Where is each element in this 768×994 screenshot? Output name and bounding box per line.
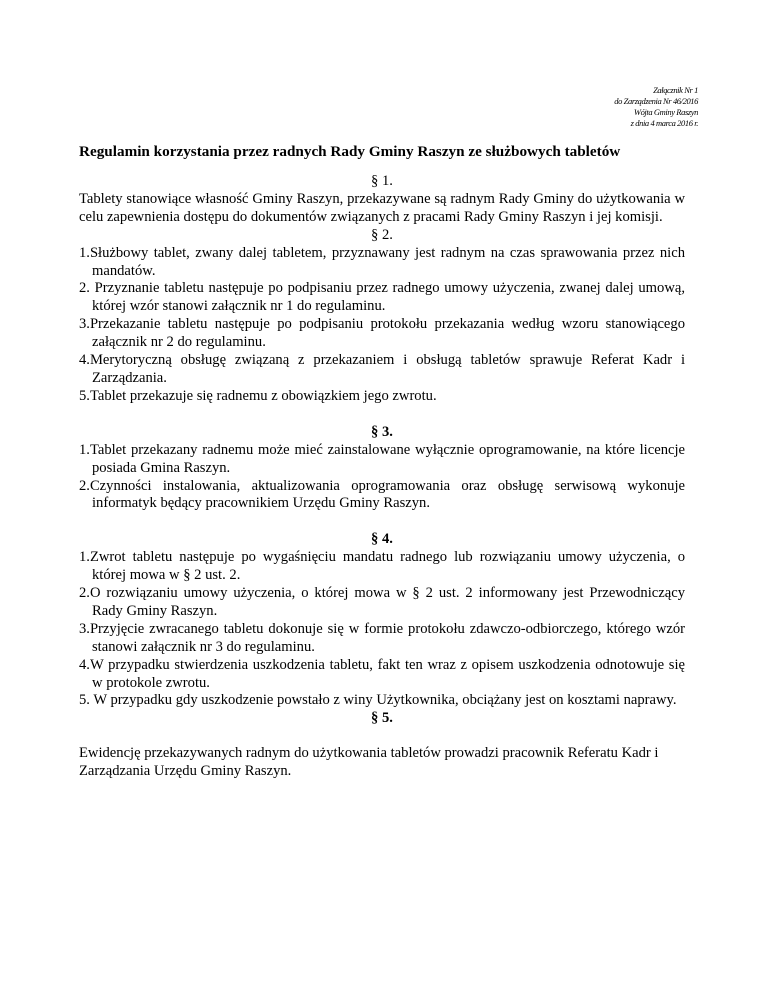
document-body [79, 173, 685, 781]
document-title: Regulamin korzystania przez radnych Rady Gminy Raszyn ze służbowych tabletów [79, 143, 621, 160]
annex-line: Załącznik Nr 1 [653, 85, 698, 95]
section-1-text: Tablety stanowiące własność Gminy Raszyn, przekazywane są radnym Rady Gminy do użytkowania w celu zapewnienia dostępu do dokumentów związanych z pracami Rady Gminy Raszyn i jej komisji. [79, 190, 685, 225]
annex-line: z dnia 4 marca 2016 r. [630, 118, 698, 128]
section-2-item: 5.Tablet przekazuje się radnemu z obowiązkiem jego zwrotu. [79, 387, 437, 404]
section-5-heading: § 5. [371, 710, 393, 727]
section-5-text: Ewidencję przekazywanych radnym do użytkowania tabletów prowadzi pracownik Referatu Kadr i Zarządzania Urzędu Gminy Raszyn. [79, 745, 659, 780]
section-2-item: 2. Przyznanie tabletu następuje po podpisaniu przez radnego umowy użyczenia, zwanej dalej umową, której wzór stanowi załącznik nr 1 do regulaminu. [79, 280, 685, 315]
annex-line: Wójta Gminy Raszyn [633, 107, 698, 117]
spacer [79, 513, 685, 531]
section-2-item: 4.Merytoryczną obsługę związaną z przekazaniem i obsługą tabletów sprawuje Referat Kadr i Zarządzania. [79, 352, 685, 386]
section-3-heading: § 3. [371, 423, 393, 440]
spacer [79, 406, 685, 424]
section-2-heading: § 2. [371, 226, 393, 243]
section-4-item: 2.O rozwiązaniu umowy użyczenia, o której mowa w § 2 ust. 2 informowany jest Przewodniczący Rady Gminy Raszyn. [79, 585, 685, 619]
section-1-heading: § 1. [371, 173, 393, 189]
section-4-item: 1.Zwrot tabletu następuje po wygaśnięciu mandatu radnego lub rozwiązaniu umowy użyczenia, o której mowa w § 2 ust. 2. [79, 549, 685, 584]
spacer [79, 728, 685, 745]
section-2-item: 3.Przekazanie tabletu następuje po podpisaniu protokołu przekazania według wzoru stanowiącego załącznik nr 2 do regulaminu. [79, 316, 685, 351]
section-4-item: 5. W przypadku gdy uszkodzenie powstało z winy Użytkownika, obciążany jest on kosztami naprawy. [79, 692, 677, 709]
section-4-item: 3.Przyjęcie zwracanego tabletu dokonuje się w formie protokołu zdawczo-odbiorczego, którego wzór stanowi załącznik nr 3 do regulaminu. [79, 620, 685, 655]
annex-line: do Zarządzenia Nr 46/2016 [614, 96, 698, 106]
section-2-item: 1.Służbowy tablet, zwany dalej tabletem, przyznawany jest radnym na czas sprawowania przez nich mandatów. [79, 244, 685, 279]
section-3-item: 2.Czynności instalowania, aktualizowania oprogramowania oraz obsługę serwisową wykonuje informatyk będący pracownikiem Urzędu Gminy Raszyn. [79, 477, 685, 512]
section-4-heading: § 4. [371, 531, 393, 548]
section-4-item: 4.W przypadku stwierdzenia uszkodzenia tabletu, fakt ten wraz z opisem uszkodzenia odnotowuje się w protokole zwrotu. [79, 656, 685, 691]
section-3-item: 1.Tablet przekazany radnemu może mieć zainstalowane wyłącznie oprogramowanie, na które licencje posiada Gmina Raszyn. [79, 441, 685, 476]
annex-note [498, 85, 698, 129]
